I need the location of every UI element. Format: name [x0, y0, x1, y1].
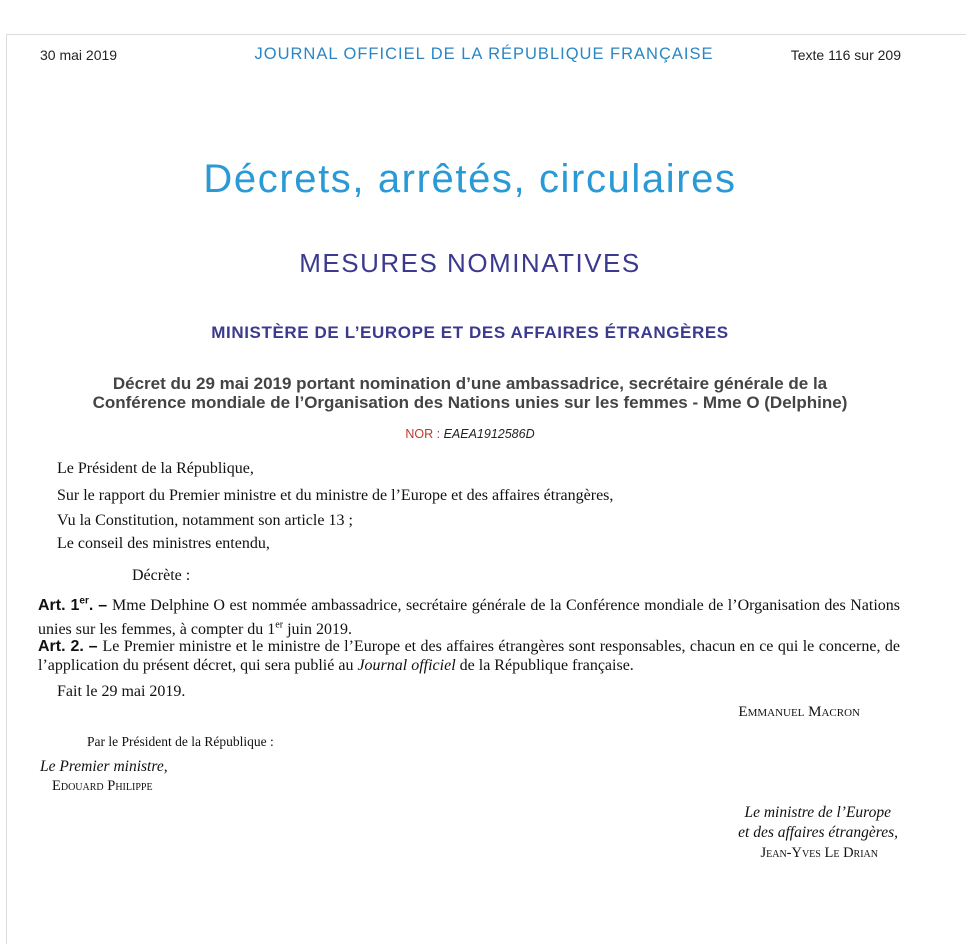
header-journal-title: JOURNAL OFFICIEL DE LA RÉPUBLIQUE FRANÇAISE [254, 45, 714, 63]
decree-title-line-2: Conférence mondiale de l’Organisation des Nations unies sur les femmes - Mme O (Delphine) [92, 393, 848, 412]
fait-date: Fait le 29 mai 2019. [57, 683, 186, 700]
president-signature: Emmanuel Macron [738, 704, 860, 720]
preamble-line-1: Le Président de la République, [57, 460, 254, 477]
nor-label: NOR : [405, 427, 444, 441]
preamble-line-2: Sur le rapport du Premier ministre et du ministre de l’Europe et des affaires étrangères, [57, 487, 614, 504]
header-date: 30 mai 2019 [40, 47, 118, 63]
preamble-line-3: Vu la Constitution, notamment son article 13 ; [57, 512, 353, 529]
preamble-line-4: Le conseil des ministres entendu, [57, 535, 270, 552]
article-1 [38, 592, 900, 639]
decree-title [0, 374, 940, 412]
nor-code: EAEA1912586D [443, 427, 535, 441]
prime-minister-name: Edouard Philippe [52, 778, 153, 794]
par-le-president: Par le Président de la République : [87, 734, 274, 749]
header-text-number: Texte 116 sur 209 [790, 47, 901, 63]
article-1-label: Art. 1er. – [38, 596, 113, 615]
article-2-text: Le Premier ministre et le ministre de l’Europe et des affaires étrangères sont responsables, chacun en ce qui le concerne, de l’application du présent décret, qui sera publié au Journal officiel de la République française. [38, 638, 901, 674]
decrete-label: Décrète : [132, 567, 191, 584]
decree-title-line-1: Décret du 29 mai 2019 portant nomination d’une ambassadrice, secrétaire générale de la [112, 374, 828, 393]
section-title: MESURES NOMINATIVES [299, 248, 641, 278]
main-title: Décrets, arrêtés, circulaires [203, 157, 737, 201]
article-2-label: Art. 2. – [38, 638, 103, 655]
minister-name: Jean-Yves Le Drian [760, 845, 878, 861]
nor-reference [0, 427, 940, 441]
prime-minister-title: Le Premier ministre, [40, 758, 168, 775]
minister-title-line-1: Le ministre de l’Europe [744, 804, 891, 821]
ministry-heading: MINISTÈRE DE L’EUROPE ET DES AFFAIRES ÉTRANGÈRES [211, 323, 729, 342]
article-1-text: Mme Delphine O est nommée ambassadrice, secrétaire générale de la Conférence mondiale de l’Organisation des Nations unies sur les femmes, à compter du 1er juin 2019. [38, 597, 901, 638]
minister-title-line-2: et des affaires étrangères, [738, 824, 898, 841]
article-2 [38, 637, 900, 675]
